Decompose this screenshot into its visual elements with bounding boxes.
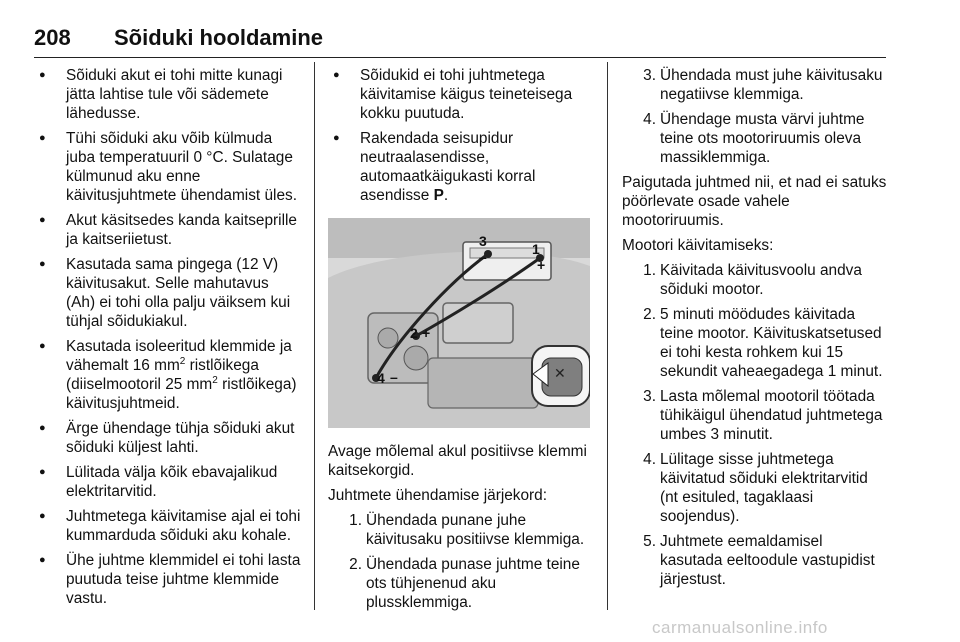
column-divider — [607, 62, 608, 610]
callout-2: 2 — [410, 325, 418, 341]
numbered-step: 4. Ühendage musta värvi juhtme teine ots mootoriruumis oleva massiklemmiga. — [643, 111, 865, 166]
minus-sign: – — [390, 369, 398, 385]
bullet-item: ● Sõiduki akut ei tohi mitte kunagi jätta lahtise tule või sädemete lähedusse. — [34, 66, 302, 123]
inset-sign: ✕ — [554, 366, 566, 382]
minus-sign: – — [479, 249, 487, 265]
plus-sign: + — [537, 257, 546, 273]
bullet-item: ● Ärge ühendage tühja sõiduki akut sõiduki küljest lahti. — [34, 419, 302, 457]
numbered-step: 2. Ühendada punase juhtme teine ots tühjenenud aku plussklemmiga. — [349, 556, 580, 611]
numbered-step: 4. Lülitage sisse juhtmetega käivitatud sõiduki elektritarvitid (nt esituled, tagaklaasi soojendus). — [643, 451, 868, 525]
column-3 — [622, 66, 888, 595]
jump-start-illustration — [328, 218, 590, 428]
column-divider — [314, 62, 315, 610]
page-number: 208 — [34, 25, 71, 50]
bullet-item: ● Akut käsitsedes kanda kaitseprille ja kaitseriietust. — [34, 211, 302, 249]
plus-sign: + — [422, 325, 431, 341]
column-1 — [34, 66, 302, 614]
callout-4: 4 — [377, 370, 385, 386]
bullet-item: ● Ühe juhtme klemmidel ei tohi lasta puutuda teise juhtme klemmide vastu. — [34, 551, 302, 608]
bullet-item: ● Sõidukid ei tohi juhtmetega käivitamise käigus teineteisega kokku puutuda. — [328, 66, 590, 123]
bullet-item: ● Kasutada isoleeritud klemmide ja vähemalt 16 $mm^2$ ristlõikega (diiselmootoril 25 $mm^2$ ristlõikega) käivitusjuhtmeid. — [34, 337, 302, 413]
paragraph: Juhtmete ühendamise järjekord: — [328, 487, 548, 504]
paragraph: Avage mõlemal akul positiivse klemmi kaitsekorgid. — [328, 443, 587, 479]
bullet-item: ● Lülitada välja kõik ebavajalikud elektritarvitid. — [34, 463, 302, 501]
callout-3: 3 — [479, 233, 487, 249]
bullet-item: ● Tühi sõiduki aku võib külmuda juba temperatuuril 0 °C. Sulatage külmunud aku enne käivitusjuhtmete ühendamist üles. — [34, 129, 302, 205]
bullet-item: ● Rakendada seisupidur neutraalasendisse, automaatkäigukasti korral asendisse P. — [328, 129, 590, 205]
column-2 — [328, 66, 590, 618]
watermark: carmanualsonline.info — [652, 618, 828, 637]
numbered-step: 5. Juhtmete eemaldamisel kasutada eeltoodule vastupidist järjestust. — [643, 533, 875, 588]
page-title: Sõiduki hooldamine — [114, 25, 324, 50]
numbered-step: 1. Käivitada käivitusvoolu andva sõiduki mootor. — [643, 262, 862, 298]
bullet-item: ● Juhtmetega käivitamise ajal ei tohi kummarduda sõiduki aku kohale. — [34, 507, 302, 545]
bullet-item: ● Kasutada sama pingega (12 V) käivitusakut. Selle mahutavus (Ah) ei tohi olla palju väiksem kui tühjal sõidukiakul. — [34, 255, 302, 331]
paragraph: Mootori käivitamiseks: — [622, 237, 774, 254]
callout-1: 1 — [532, 241, 540, 257]
numbered-step: 3. Ühendada must juhe käivitusaku negatiivse klemmiga. — [643, 67, 883, 103]
numbered-step: 1. Ühendada punane juhe käivitusaku positiivse klemmiga. — [349, 512, 585, 548]
paragraph: Paigutada juhtmed nii, et nad ei satuks pöörlevate osade vahele mootoriruumis. — [622, 174, 887, 229]
page-header — [34, 25, 886, 58]
numbered-step: 2. 5 minuti möödudes käivitada teine mootor. Käivituskatsetused ei tohi kesta rohkem kui 15 sekundit vaheaegadega 1 minut. — [643, 306, 883, 380]
numbered-step: 3. Lasta mõlemal mootoril töötada tühikäigul ühendatud juhtmetega umbes 3 minutit. — [643, 388, 883, 443]
